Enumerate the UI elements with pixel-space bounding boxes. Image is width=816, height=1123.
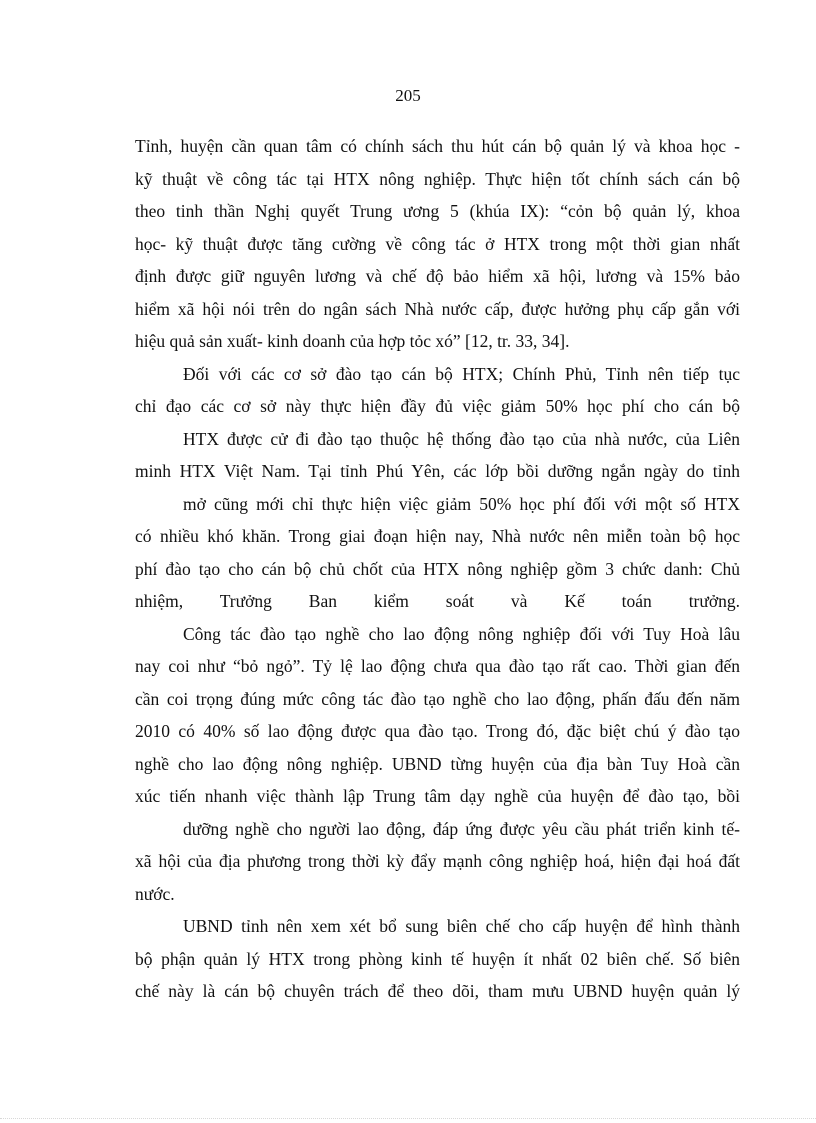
text-line: bộ phận quản lý HTX trong phòng kinh tế huyện ít nhất 02 biên chế. Số biên [135,948,740,969]
text-line: học- kỹ thuật được tăng cường về công tác ở HTX trong một thời gian nhất [135,233,740,254]
text-line: cần coi trọng đúng mức công tác đào tạo nghề cho lao động, phấn đấu đến năm [135,688,740,709]
page-bottom-divider [0,1118,816,1119]
text-line: chỉ đạo các cơ sở này thực hiện đầy đủ việc giảm 50% học phí cho cán bộ [135,396,740,416]
text-line: dưỡng nghề cho người lao động, đáp ứng được yêu cầu phát triển kinh tế- [183,818,740,839]
text-line: Đối với các cơ sở đào tạo cán bộ HTX; Chính Phủ, Tỉnh nên tiếp tục [183,363,740,384]
text-line: hiệu quả sản xuất- kinh doanh của hợp tỏc xó” [12, tr. 33, 34]. [135,331,570,351]
text-line: có nhiều khó khăn. Trong giai đoạn hiện nay, Nhà nước nên miễn toàn bộ học [135,526,740,546]
text-line: xúc tiến nhanh việc thành lập Trung tâm dạy nghề của huyện để đào tạo, bồi [135,786,740,806]
text-line: chế này là cán bộ chuyên trách để theo dõi, tham mưu UBND huyện quản lý [135,981,740,1001]
text-line: minh HTX Việt Nam. Tại tỉnh Phú Yên, các lớp bồi dưỡng ngắn ngày do tỉnh [135,461,740,481]
text-line: mở cũng mới chỉ thực hiện việc giảm 50% học phí đối với một số HTX [183,493,740,514]
text-line: 2010 có 40% số lao động được qua đào tạo. Trong đó, đặc biệt chú ý đào tạo [135,721,740,741]
text-line: phí đào tạo cho cán bộ chủ chốt của HTX nông nghiệp gồm 3 chức danh: Chủ [135,558,740,579]
text-line: nay coi như “bỏ ngỏ”. Tỷ lệ lao động chưa qua đào tạo rất cao. Thời gian đến [135,656,740,676]
body-text [135,130,740,1008]
page-number: 205 [395,86,421,105]
text-line: định được giữ nguyên lương và chế độ bảo hiểm xã hội, lương và 15% bảo [135,266,740,286]
text-line: nghề cho lao động nông nghiệp. UBND từng huyện của địa bàn Tuy Hoà cần [135,753,740,774]
text-line: hiểm xã hội nói trên do ngân sách Nhà nước cấp, được hưởng phụ cấp gắn với [135,298,740,319]
text-line: UBND tỉnh nên xem xét bổ sung biên chế cho cấp huyện để hình thành [183,916,740,936]
text-line: kỹ thuật về công tác tại HTX nông nghiệp. Thực hiện tốt chính sách cán bộ [135,168,740,189]
text-line: xã hội của địa phương trong thời kỳ đẩy mạnh công nghiệp hoá, hiện đại hoá đất [135,851,740,871]
text-line: Tỉnh, huyện cần quan tâm có chính sách thu hút cán bộ quản lý và khoa học - [135,136,740,156]
text-line: theo tinh thần Nghị quyết Trung ương 5 (khúa IX): “cỏn bộ quản lý, khoa [135,201,740,221]
text-line: nhiệm, Trưởng Ban kiểm soát và Kế toán trưởng. [135,591,740,611]
text-line: nước. [135,883,175,904]
text-line: HTX được cử đi đào tạo thuộc hệ thống đào tạo của nhà nước, của Liên [183,428,740,449]
text-line: Công tác đào tạo nghề cho lao động nông nghiệp đối với Tuy Hoà lâu [183,623,740,644]
